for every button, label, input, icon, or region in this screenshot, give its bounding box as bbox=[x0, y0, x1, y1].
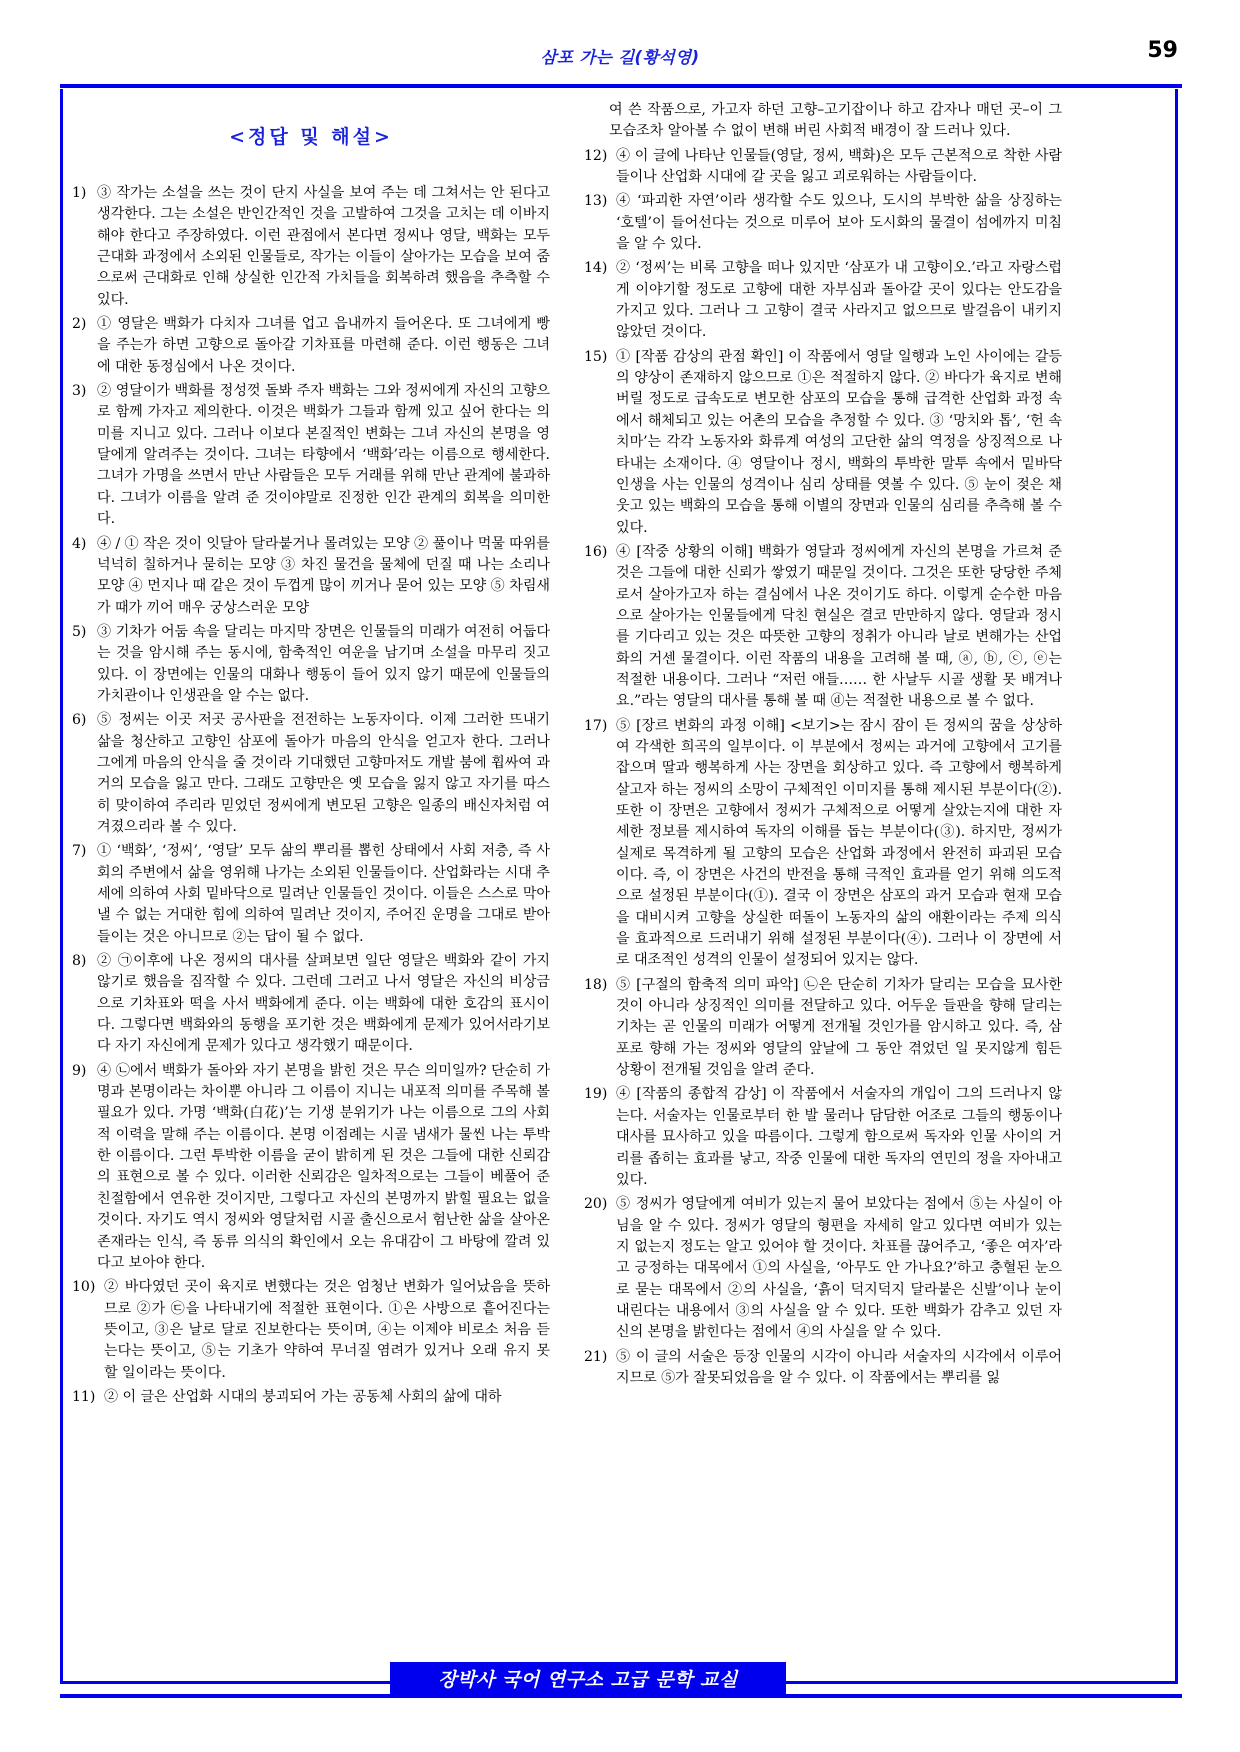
answer-number: 15) bbox=[584, 348, 608, 365]
answer-text: ④ 이 글에 나타난 인물들(영달, 정씨, 백화)은 모두 근본적으로 착한 사람들이나 산업화 시대에 갈 곳을 잃고 괴로워하는 사람들이다. bbox=[616, 147, 1062, 186]
answer-item bbox=[584, 191, 1062, 255]
page-title: 삼포 가는 길(황석영) bbox=[540, 48, 700, 67]
answer-item bbox=[72, 381, 550, 530]
left-column bbox=[72, 100, 550, 1411]
answer-text: ① 영달은 백화가 다치자 그녀를 업고 읍내까지 들어온다. 또 그녀에게 빵을 주는가 하면 고향으로 돌아갈 기차표를 마련해 준다. 이런 행동은 그녀에 대한 동정심에서 나온 것이다. bbox=[97, 316, 550, 375]
answer-number: 4) bbox=[72, 535, 87, 552]
answer-number: 10) bbox=[72, 1279, 96, 1296]
answer-text: ③ 작가는 소설을 쓰는 것이 단지 사실을 보여 주는 데 그쳐서는 안 된다고 생각한다. 그는 소설은 반인간적인 것을 고발하여 그것을 고치는 데 이바지해야 한다고 주장하였다. 이런 관점에서 본다면 정씨나 영달, 백화는 모두 근대화 과정에서 소외된 인물들로, 작가는 이들이 살아가는 모습을 보여 줌으로써 근대화로 인해 상실한 인간적 가치들을 회복하려 했음을 추측할 수 있다. bbox=[97, 185, 550, 308]
answer-item bbox=[72, 1061, 550, 1274]
answer-text: ④ / ① 작은 것이 잇달아 달라붙거나 몰려있는 모양 ② 풀이나 먹물 따위를 넉넉히 칠하거나 묻히는 모양 ③ 차진 물건을 물체에 던질 때 나는 소리나 모양 ④ 먼지나 때 같은 것이 두껍게 많이 끼거나 묻어 있는 모양 ⑤ 차림새가 때가 끼어 매우 궁상스러운 모양 bbox=[97, 535, 550, 616]
answer-text: ③ 기차가 어둠 속을 달리는 마지막 장면은 인물들의 미래가 여전히 어둡다는 것을 암시해 주는 동시에, 함축적인 여운을 남기며 소설을 마무리 짓고 있다. 이 장면에는 인물의 대화나 행동이 들어 있지 않기 때문에 인물들의 가치관이나 인생관을 알 수는 없다. bbox=[97, 623, 550, 704]
answer-number: 7) bbox=[72, 843, 87, 860]
answer-number: 13) bbox=[584, 193, 608, 210]
footer-banner bbox=[390, 1662, 786, 1698]
answer-item bbox=[584, 1084, 1062, 1191]
continued-paragraph: 여 쓴 작품으로, 가고자 하던 고향–고기잡이나 하고 감자나 매던 곳–이 그 모습조차 알아볼 수 없이 변해 버린 사회적 배경이 잘 드러나 있다. bbox=[609, 102, 1062, 140]
answer-item bbox=[584, 542, 1062, 713]
answer-item bbox=[72, 622, 550, 707]
answer-number: 11) bbox=[72, 1388, 96, 1405]
answer-text: ⑤ [구절의 함축적 의미 파악] ㉡은 단순히 기차가 달리는 모습을 묘사한 것이 아니라 상징적인 의미를 전달하고 있다. 어두운 들판을 향해 달리는 기차는 곧 인물의 미래가 어떻게 전개될 것인가를 암시하고 있다. 즉, 삼포로 향해 가는 정씨와 영달의 앞날에 그 동안 겪었던 일 못지않게 힘든 상황이 전개될 것임을 알려 준다. bbox=[616, 976, 1062, 1079]
answer-text: ⑤ 이 글의 서술은 등장 인물의 시각이 아니라 서술자의 시각에서 이루어지므로 ⑤가 잘못되었음을 알 수 있다. 이 작품에서는 뿌리를 잃 bbox=[616, 1348, 1062, 1386]
answer-text: ② ㉠이후에 나온 정씨의 대사를 살펴보면 일단 영달은 백화와 같이 가지 않기로 했음을 짐작할 수 있다. 그런데 그러고 나서 영달은 자신의 비상금으로 기차표와 떡을 사서 백화에게 준다. 이는 백화에 대한 호감의 표시이다. 그렇다면 백화와의 동행을 포기한 것은 백화에게 문제가 있어서라기보다 자기 자신에게 문제가 있다고 생각했기 때문이다. bbox=[97, 953, 550, 1055]
answer-list-left bbox=[72, 183, 550, 1408]
answer-list-right bbox=[584, 146, 1062, 1390]
answer-number: 18) bbox=[584, 976, 608, 993]
answer-item bbox=[72, 1387, 550, 1408]
answer-item bbox=[72, 534, 550, 619]
footer-divider-rule bbox=[60, 1694, 1182, 1698]
answer-number: 19) bbox=[584, 1086, 608, 1103]
answer-text: ② 바다였던 곳이 육지로 변했다는 것은 엄청난 변화가 일어났음을 뜻하므로 ②가 ㉢을 나타내기에 적절한 표현이다. ①은 사방으로 흩어진다는 뜻이고, ③은 날로 달로 진보한다는 뜻이며, ④는 이제야 비로소 처음 듣는다는 뜻이고, ⑤는 기초가 약하여 무너질 염려가 있거나 오래 유지 못 할 일이라는 뜻이다. bbox=[104, 1279, 550, 1381]
answer-item bbox=[584, 1347, 1062, 1390]
header-divider-rule bbox=[60, 84, 1182, 88]
answer-item bbox=[584, 347, 1062, 539]
answer-text: ② 영달이가 백화를 정성껏 돌봐 주자 백화는 그와 정씨에게 자신의 고향으로 함께 가자고 제의한다. 이것은 백화가 그들과 함께 있고 싶어 한다는 의미를 지니고 있다. 그러나 이보다 본질적인 변화는 그녀 자신의 본명을 영달에게 알려주는 것이다. 그녀는 타향에서 ‘백화’라는 이름으로 행세한다. 그녀가 가명을 쓰면서 만난 사람들은 모두 거래를 위해 만난 관계에 불과하다. 그녀가 이름을 알려 준 것이야말로 진정한 인간 관계의 회복을 의미한다. bbox=[97, 383, 550, 528]
answer-number: 17) bbox=[584, 717, 608, 734]
answer-item bbox=[72, 841, 550, 948]
answer-item bbox=[584, 146, 1062, 189]
answer-text: ① ‘백화’, ‘정씨’, ‘영달’ 모두 삶의 뿌리를 뽑힌 상태에서 사회 저층, 즉 사회의 주변에서 삶을 영위해 나가는 소외된 인물들이다. 산업화라는 시대 추세에 의하여 사회 밑바닥으로 밀려난 인물들인 것이다. 이들은 스스로 막아 낼 수 없는 거대한 힘에 의하여 밀려난 것이지, 주어진 운명을 그대로 받아들이는 것은 아니므로 ②는 답이 될 수 없다. bbox=[97, 843, 550, 945]
answer-item bbox=[584, 975, 1062, 1082]
answer-item bbox=[584, 258, 1062, 343]
section-heading: <정답 및 해설> bbox=[229, 126, 393, 148]
answer-number: 16) bbox=[584, 543, 608, 560]
answer-item bbox=[72, 183, 550, 311]
running-header bbox=[60, 38, 1180, 78]
answer-item bbox=[72, 314, 550, 378]
answer-number: 12) bbox=[584, 147, 608, 164]
answer-text: ④ [작품의 종합적 감상] 이 작품에서 서술자의 개입이 그의 드러나지 않는다. 서술자는 인물로부터 한 발 물러나 담담한 어조로 그들의 행동이나 대사를 묘사하고 있을 따름이다. 그렇게 함으로써 독자와 인물 사이의 거리를 좁히는 효과를 낳고, 작중 인물에 대한 독자의 연민의 정을 자아내고 있다. bbox=[616, 1086, 1062, 1188]
answer-text: ④ ‘파괴한 자연’이라 생각할 수도 있으나, 도시의 부박한 삶을 상징하는 ‘호텔’이 들어선다는 것으로 미루어 보아 도시화의 물결이 섬에까지 미침을 알 수 있다. bbox=[616, 193, 1062, 253]
answer-number: 9) bbox=[72, 1062, 87, 1079]
answer-item bbox=[72, 951, 550, 1058]
footer-banner-label: 장박사 국어 연구소 고급 문학 교실 bbox=[438, 1669, 738, 1691]
answer-number: 8) bbox=[72, 953, 87, 970]
answer-item bbox=[72, 710, 550, 838]
answer-number: 14) bbox=[584, 260, 608, 277]
answer-text: ② ‘정씨’는 비록 고향을 떠나 있지만 ‘삼포가 내 고향이오.’라고 자랑스럽게 이야기할 정도로 고향에 대한 자부심과 돌아갈 곳이 있다는 안도감을 가지고 있다. 그러나 그 고향이 결국 사라지고 없으므로 발걸음이 내키지 않았던 것이다. bbox=[616, 260, 1062, 341]
answer-item bbox=[72, 1277, 550, 1384]
answer-number: 2) bbox=[72, 316, 87, 333]
answer-item bbox=[584, 716, 1062, 972]
two-column-layout bbox=[72, 100, 1166, 1670]
answer-text: ⑤ 정씨는 이곳 저곳 공사판을 전전하는 노동자이다. 이제 그러한 뜨내기 삶을 청산하고 고향인 삼포에 돌아가 마음의 안식을 얻고자 한다. 그러나 그에게 마음의 안식을 줄 것이라 기대했던 고향마저도 개발 붐에 휩싸여 과거의 모습을 잃고 만다. 그래도 고향만은 옛 모습을 잃지 않고 자기를 따스히 맞이하여 주리라 믿었던 정씨에게 변모된 고향은 일종의 배신자처럼 여겨졌으리라 볼 수 있다. bbox=[97, 712, 550, 835]
answer-number: 21) bbox=[584, 1348, 608, 1365]
answer-number: 20) bbox=[584, 1196, 608, 1213]
answer-text: ② 이 글은 산업화 시대의 붕괴되어 가는 공동체 사회의 삶에 대하 bbox=[104, 1388, 502, 1405]
answer-number: 6) bbox=[72, 712, 87, 729]
answer-item bbox=[584, 1194, 1062, 1343]
answer-text: ⑤ [장르 변화의 과정 이해] <보기>는 잠시 잠이 든 정씨의 꿈을 상상하여 각색한 희곡의 일부이다. 이 부분에서 정씨는 과거에 고향에서 고기를 잡으며 딸과 행복하게 사는 장면을 회상하고 있다. 즉 고향에서 행복하게 살고자 하는 정씨의 소망이 구체적인 이미지를 통해 제시된 부분이다(②). 또한 이 장면은 고향에서 정씨가 구체적으로 어떻게 살았는지에 대한 자세한 정보를 제시하여 독자의 이해를 돕는 부분이다(③). 하지만, 정씨가 실제로 목격하게 될 고향의 모습은 산업화 과정에서 완전히 파괴된 모습이다. 즉, 이 장면은 사건의 반전을 통해 극적인 효과를 얻기 위해 의도적으로 설정된 부분이다(①). 결국 이 장면은 삼포의 과거 모습과 현재 모습을 대비시켜 고향을 상실한 떠돌이 노동자의 삶의 애환이라는 주제 의식을 효과적으로 드러내기 위해 설정된 부분이다(④). 그러나 이 장면에 서로 대조적인 성격의 인물이 설정되어 있지는 않다. bbox=[616, 717, 1062, 969]
right-column bbox=[584, 100, 1062, 1392]
page-number: 59 bbox=[1147, 38, 1178, 63]
answer-number: 1) bbox=[72, 185, 87, 201]
answer-text: ④ [작중 상황의 이해] 백화가 영달과 정씨에게 자신의 본명을 가르쳐 준 것은 그들에 대한 신뢰가 쌓였기 때문일 것이다. 그것은 또한 당당한 주체로서 살아가고자 하는 결심에서 나온 것이기도 하다. 이렇게 순수한 마음으로 살아가는 인물들에게 닥친 현실은 결코 만만하지 않다. 영달과 정시를 기다리고 있는 것은 따뜻한 고향의 정취가 아니라 날로 변해가는 산업화의 거센 물결이다. 이런 작품의 내용을 고려해 볼 때, ⓐ, ⓑ, ⓒ, ⓔ는 적절한 내용이다. 그러나 “저런 애들…… 한 사날두 시골 생활 못 배겨나요.”라는 영달의 대사를 통해 볼 때 ⓓ는 적절한 내용으로 볼 수 없다. bbox=[616, 543, 1062, 710]
answer-text: ① [작품 감상의 관점 확인] 이 작품에서 영달 일행과 노인 사이에는 갈등의 양상이 존재하지 않으므로 ①은 적절하지 않다. ② 바다가 육지로 변해 버릴 정도로 급속도로 변모한 삼포의 모습을 통해 급격한 산업화 과정 속에서 해체되고 있는 어촌의 모습을 추정할 수 있다. ③ ‘망치와 톱’, ‘헌 속치마’는 각각 노동자와 화류계 여성의 고단한 삶의 역정을 상징적으로 나타내는 소재이다. ④ 영달이나 정시, 백화의 투박한 말투 속에서 밑바닥 인생을 사는 인물의 성격이나 심리 상태를 엿볼 수 있다. ⑤ 눈이 젖은 채 웃고 있는 백화의 모습을 통해 이별의 장면과 인물의 심리를 추측해 볼 수 있다. bbox=[616, 348, 1062, 536]
answer-text: ④ ㉡에서 백화가 돌아와 자기 본명을 밝힌 것은 무슨 의미일까? 단순히 가명과 본명이라는 차이뿐 아니라 그 이름이 지니는 내포적 의미를 주목해 볼 필요가 있다. 가명 ‘백화(白花)’는 기생 분위기가 나는 이름으로 그의 사회적 이력을 말해 주는 이름이다. 본명 이점례는 시골 냄새가 물씬 나는 투박한 이름이다. 그런 투박한 이름을 굳이 밝히게 된 것은 그들에 대한 신뢰감의 표현으로 볼 수 있다. 이러한 신뢰감은 일차적으로는 그들이 베풀어 준 친절함에서 연유한 것이지만, 그렇다고 자신의 본명까지 밝힐 필요는 없을 것이다. 자기도 역시 정씨와 영달처럼 시골 출신으로서 험난한 삶을 살아온 존재라는 인식, 즉 동류 의식의 확인에서 오는 유대감이 그 바탕에 깔려 있다고 보아야 한다. bbox=[97, 1062, 550, 1271]
answer-text: ⑤ 정씨가 영달에게 여비가 있는지 물어 보았다는 점에서 ⑤는 사실이 아님을 알 수 있다. 정씨가 영달의 형편을 자세히 알고 있다면 여비가 있는지 없는지 정도는 알고 있어야 할 것이다. 차표를 끊어주고, ‘좋은 여자’라고 긍정하는 대목에서 ①의 사실을, ‘아무도 안 가나요?’하고 충혈된 눈으로 묻는 대목에서 ②의 사실을, ‘흙이 덕지덕지 달라붙은 신발’이나 눈이 내린다는 내용에서 ③의 사실을 알 수 있다. 또한 백화가 감추고 있던 자신의 본명을 밝힌다는 점에서 ④의 사실을 알 수 있다. bbox=[616, 1196, 1062, 1341]
answer-number: 3) bbox=[72, 383, 87, 400]
answer-number: 5) bbox=[72, 623, 87, 640]
